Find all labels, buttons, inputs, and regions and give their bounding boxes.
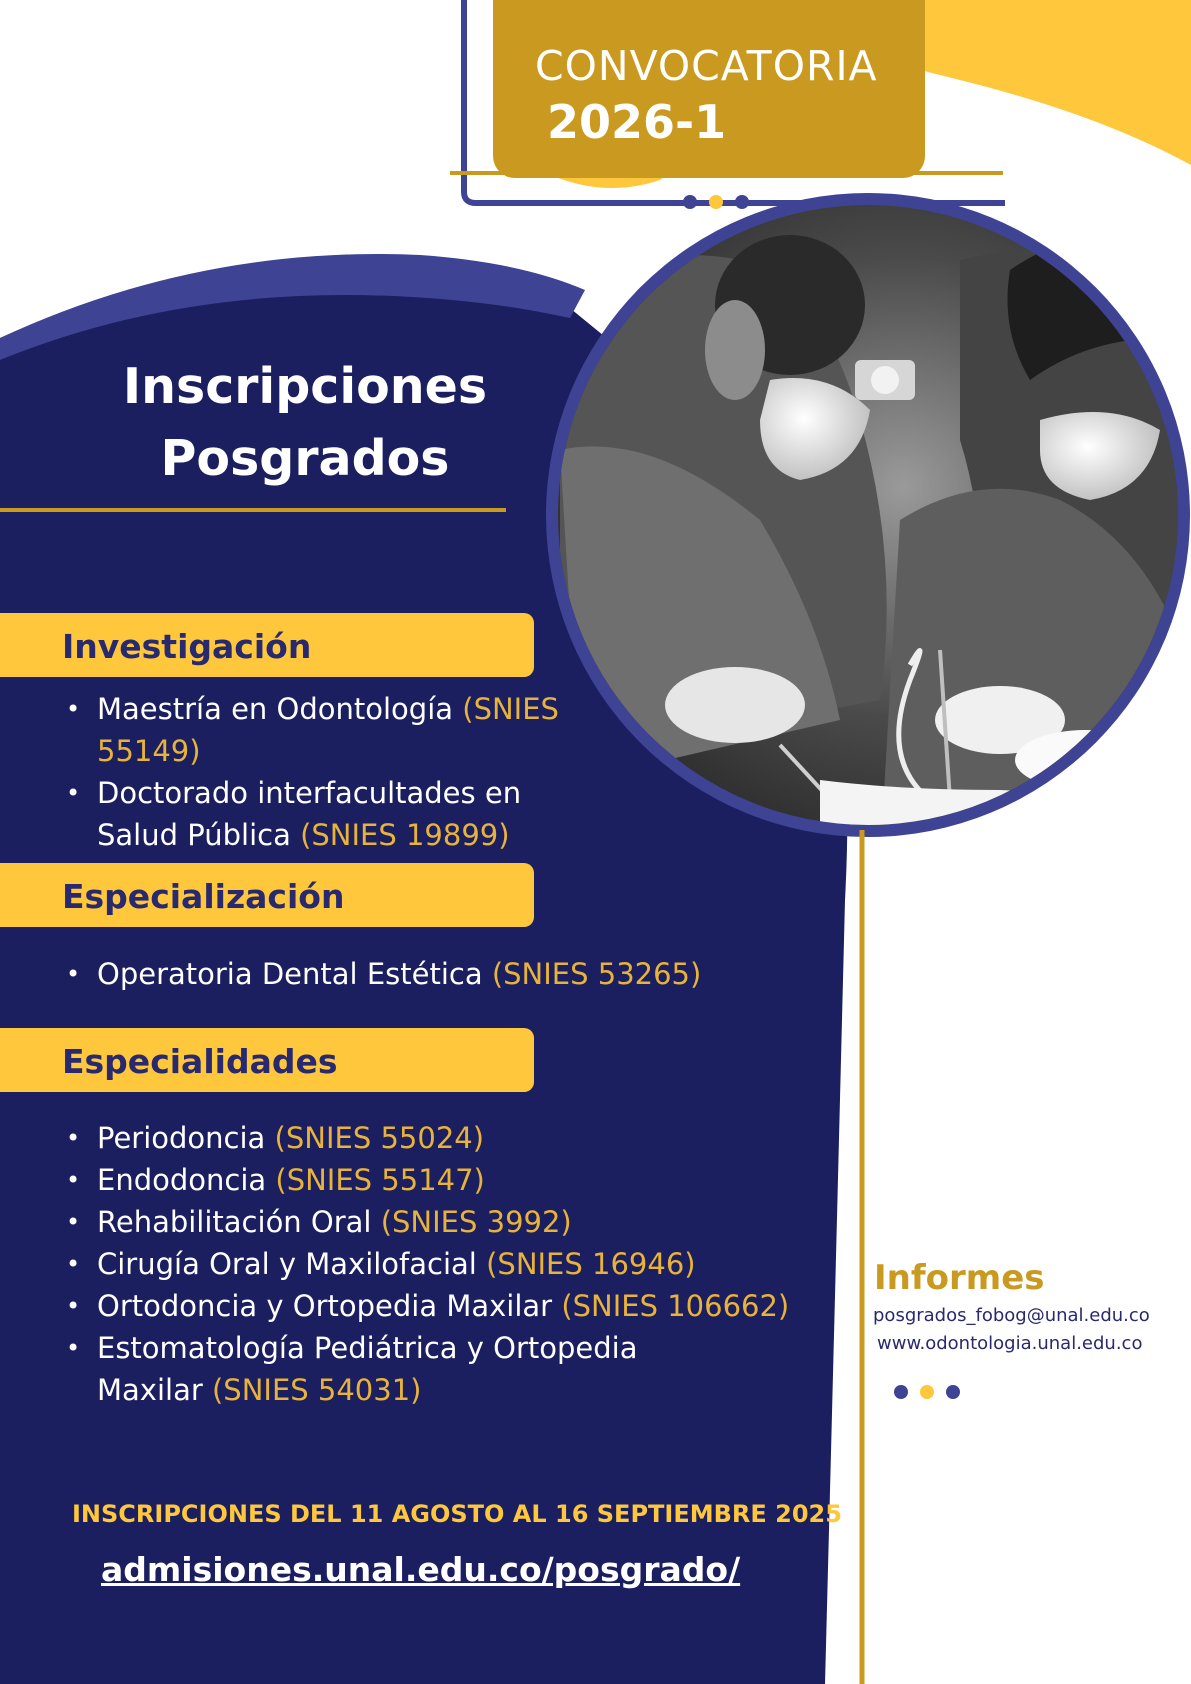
dot-yellow-1 <box>709 195 723 209</box>
snies-code: 55149) <box>97 734 201 768</box>
program-name: Periodoncia <box>97 1121 275 1155</box>
dot-indigo-1 <box>683 195 697 209</box>
snies-code: (SNIES 55147) <box>275 1163 485 1197</box>
list-item <box>66 772 559 814</box>
title-underline <box>0 508 506 512</box>
program-name: Maxilar <box>97 1373 212 1407</box>
dot-yellow-2 <box>920 1385 934 1399</box>
bullet-icon: • <box>66 695 81 723</box>
list-item <box>66 1285 789 1327</box>
program-name: Cirugía Oral y Maxilofacial <box>97 1247 487 1281</box>
informes-heading: Informes <box>874 1258 1045 1298</box>
bullet-icon: • <box>66 1334 81 1362</box>
dot-indigo-4 <box>946 1385 960 1399</box>
program-name: Estomatología Pediátrica y Ortopedia <box>97 1331 638 1365</box>
registration-dates: INSCRIPCIONES DEL 11 AGOSTO AL 16 SEPTIEMBRE 2025 <box>72 1500 842 1528</box>
snies-code: (SNIES 54031) <box>211 1373 422 1407</box>
snies-code: (SNIES 53265) <box>491 957 702 991</box>
list-item-continuation <box>66 814 559 856</box>
program-name: Operatoria Dental Estética <box>97 957 492 991</box>
bullet-icon: • <box>66 1124 81 1152</box>
especializacion-list <box>66 953 701 995</box>
program-name: Doctorado interfacultades en <box>97 776 522 810</box>
bullet-icon: • <box>66 1292 81 1320</box>
program-name: Rehabilitación Oral <box>97 1205 381 1239</box>
bullet-icon: • <box>66 1166 81 1194</box>
faculty-website-link[interactable]: www.odontologia.unal.edu.co <box>877 1333 1143 1354</box>
admissions-link[interactable]: admisiones.unal.edu.co/posgrado/ <box>101 1550 741 1589</box>
list-item <box>66 1117 789 1159</box>
snies-code: (SNIES <box>462 692 559 726</box>
dot-indigo-3 <box>894 1385 908 1399</box>
snies-code: (SNIES 106662) <box>561 1289 790 1323</box>
list-item-continuation <box>66 730 559 772</box>
list-item <box>66 688 559 730</box>
bullet-icon: • <box>66 960 81 988</box>
bullet-icon: • <box>66 1208 81 1236</box>
section-heading: Especialidades <box>62 1042 338 1081</box>
list-item <box>66 1243 789 1285</box>
especialidades-list <box>66 1117 789 1411</box>
section-heading: Investigación <box>62 627 312 666</box>
list-item <box>66 1201 789 1243</box>
section-header-especializacion <box>0 863 534 927</box>
section-header-investigacion <box>0 613 534 677</box>
list-item <box>66 953 701 995</box>
convocatoria-year: 2026-1 <box>547 95 727 149</box>
yellow-corner-shape <box>880 0 1191 165</box>
section-header-especialidades <box>0 1028 534 1092</box>
program-name: Maestría en Odontología <box>97 692 463 726</box>
bullet-icon: • <box>66 1250 81 1278</box>
list-item <box>66 1159 789 1201</box>
program-name: Endodoncia <box>97 1163 276 1197</box>
list-item-continuation <box>66 1369 789 1411</box>
list-item <box>66 1327 789 1369</box>
program-name: Ortodoncia y Ortopedia Maxilar <box>97 1289 562 1323</box>
snies-code: (SNIES 55024) <box>274 1121 485 1155</box>
snies-code: (SNIES 19899) <box>300 818 510 852</box>
contact-email-link[interactable]: posgrados_fobog@unal.edu.co <box>873 1305 1150 1326</box>
snies-code: (SNIES 16946) <box>486 1247 696 1281</box>
bullet-icon: • <box>66 779 81 807</box>
program-name: Salud Pública <box>97 818 301 852</box>
title-line-1: Inscripciones <box>122 358 488 415</box>
convocatoria-label: CONVOCATORIA <box>535 42 878 90</box>
section-heading: Especialización <box>62 877 345 916</box>
title-line-2: Posgrados <box>160 430 450 487</box>
investigacion-list <box>66 688 559 856</box>
dot-indigo-2 <box>735 195 749 209</box>
snies-code: (SNIES 3992) <box>380 1205 572 1239</box>
